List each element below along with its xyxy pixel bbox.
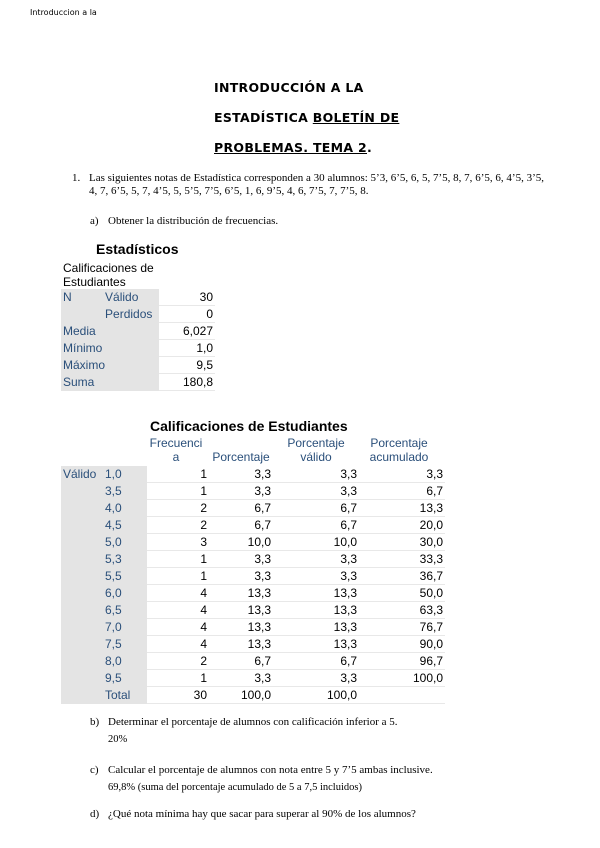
frequency-cell: 4 [147, 602, 209, 619]
title-line-3-underlined: PROBLEMAS. TEMA 2 [214, 140, 367, 155]
title-line-2-underlined: BOLETÍN DE [312, 110, 400, 125]
frequency-cell: 2 [147, 653, 209, 670]
sub-a-letter: a) [90, 215, 99, 227]
cumulative-percent-cell: 63,3 [359, 602, 445, 619]
grade-cell: 4,5 [103, 517, 147, 534]
sub-b-text: Determinar el porcentaje de alumnos con calificación inferior a 5. [108, 716, 398, 728]
grade-cell: 4,0 [103, 500, 147, 517]
valid-percent-cell: 3,3 [273, 483, 359, 500]
cumulative-percent-cell: 33,3 [359, 551, 445, 568]
col-header-cumulative-percent [360, 436, 438, 464]
percent-cell: 13,3 [209, 602, 273, 619]
table-row [61, 551, 445, 568]
frequency-cell: 1 [147, 551, 209, 568]
sub-c-text: Calcular el porcentaje de alumnos con nota entre 5 y 7’5 ambas inclusive. [108, 764, 433, 776]
cumulative-percent-cell: 96,7 [359, 653, 445, 670]
stats-row-sublabel: Válido [105, 289, 159, 306]
title-line-1: INTRODUCCIÓN A LA [214, 80, 364, 95]
frequency-table [61, 466, 445, 704]
table-row [61, 636, 445, 653]
stats-row-label: Media [61, 323, 105, 340]
frequency-cell: 3 [147, 534, 209, 551]
stats-subtitle [63, 261, 154, 289]
stats-row-value: 30 [159, 289, 215, 306]
cumulative-percent-cell: 13,3 [359, 500, 445, 517]
cumulative-percent-cell: 20,0 [359, 517, 445, 534]
grade-cell: 5,0 [103, 534, 147, 551]
col-header-valid-line-1: Porcentaje [287, 436, 345, 450]
table-row [61, 687, 445, 704]
sub-question-d [90, 808, 416, 820]
grade-cell: 6,5 [103, 602, 147, 619]
valid-percent-cell: 13,3 [273, 585, 359, 602]
valid-percent-cell: 10,0 [273, 534, 359, 551]
table-row [61, 483, 445, 500]
col-header-frequency-line-1: Frecuenci [149, 436, 203, 450]
stats-row [61, 289, 215, 306]
stats-row-label [61, 306, 105, 323]
stats-row-label: Máximo [63, 358, 106, 372]
grade-cell: 8,0 [103, 653, 147, 670]
percent-cell: 3,3 [209, 568, 273, 585]
stats-row-sublabel [105, 323, 159, 340]
title-line-2 [214, 110, 399, 125]
grade-cell: 3,5 [103, 483, 147, 500]
stats-row-sublabel [105, 340, 159, 357]
valid-percent-cell: 13,3 [273, 636, 359, 653]
grade-cell: 6,0 [103, 585, 147, 602]
valid-percent-cell: 3,3 [273, 670, 359, 687]
table-row [61, 568, 445, 585]
sub-question-a [90, 215, 278, 227]
title-line-2-plain: ESTADÍSTICA [214, 110, 313, 125]
question-1 [72, 172, 544, 198]
col-header-cumulative-line-2: acumulado [369, 450, 429, 464]
stats-row [61, 323, 215, 340]
stats-row-value: 6,027 [159, 323, 215, 340]
grade-cell: 9,5 [103, 670, 147, 687]
percent-cell: 13,3 [209, 619, 273, 636]
table-row [61, 534, 445, 551]
table-row [61, 602, 445, 619]
table-row [61, 500, 445, 517]
valid-percent-cell: 3,3 [273, 568, 359, 585]
frequency-cell: 2 [147, 517, 209, 534]
stats-subtitle-line-1: Calificaciones de [63, 261, 154, 275]
frequency-cell: 30 [147, 687, 209, 704]
sub-question-b [90, 716, 398, 728]
frequency-cell: 4 [147, 585, 209, 602]
stats-row-sublabel [105, 357, 159, 374]
stats-row [61, 357, 215, 374]
stats-row-value: 0 [159, 306, 215, 323]
question-number: 1. [72, 172, 81, 184]
question-text: Las siguientes notas de Estadística corresponden a 30 alumnos: 5’3, 6’5, 6, 5, 7’5, 8, 7, 6’5, 6, 4’5, 3’5, 4, 7, 6’5, 5, 7, 4’5, 5, 5’5, 7’5, 6’5, 1, 6, 9’5, 4, 6, 7’5, 7, 7’5, 8. [89, 172, 544, 197]
title-line-3-end: . [367, 140, 373, 155]
cumulative-percent-cell: 90,0 [359, 636, 445, 653]
stats-row [61, 374, 215, 391]
frequency-cell: 1 [147, 483, 209, 500]
grade-cell: 7,5 [103, 636, 147, 653]
percent-cell: 3,3 [209, 551, 273, 568]
cumulative-percent-cell: 100,0 [359, 670, 445, 687]
col-header-percent-label: Porcentaje [212, 450, 270, 464]
sub-c-answer: 69,8% (suma del porcentaje acumulado de 5 a 7,5 incluidos) [108, 782, 362, 793]
table-row [61, 517, 445, 534]
table-row [61, 466, 445, 483]
frequency-cell: 1 [147, 466, 209, 483]
stats-row-value: 1,0 [159, 340, 215, 357]
table-row [61, 670, 445, 687]
cumulative-percent-cell: 36,7 [359, 568, 445, 585]
col-header-frequency-line-2: a [172, 450, 180, 464]
title-line-3 [214, 140, 372, 155]
table-row [61, 653, 445, 670]
stats-row-sublabel [105, 374, 159, 391]
cumulative-percent-cell: 3,3 [359, 466, 445, 483]
percent-cell: 3,3 [209, 483, 273, 500]
sub-a-text: Obtener la distribución de frecuencias. [108, 215, 279, 227]
percent-cell: 6,7 [209, 517, 273, 534]
stats-row-label: Suma [61, 374, 105, 391]
grade-cell: 1,0 [103, 466, 147, 483]
percent-cell: 3,3 [209, 670, 273, 687]
sub-d-letter: d) [90, 808, 100, 820]
table-row [61, 619, 445, 636]
frequency-cell: 4 [147, 619, 209, 636]
percent-cell: 10,0 [209, 534, 273, 551]
percent-cell: 3,3 [209, 466, 273, 483]
stats-row-value: 9,5 [159, 357, 215, 374]
frequency-cell: 2 [147, 500, 209, 517]
percent-cell: 6,7 [209, 500, 273, 517]
grade-cell: Total [103, 687, 147, 704]
valid-percent-cell: 6,7 [273, 653, 359, 670]
stats-row [61, 340, 215, 357]
cumulative-percent-cell: 50,0 [359, 585, 445, 602]
col-header-cumulative-line-1: Porcentaje [370, 436, 428, 450]
valid-percent-cell: 100,0 [273, 687, 359, 704]
sub-question-c [90, 764, 433, 776]
sub-b-answer: 20% [108, 734, 128, 745]
row-group-label: Válido [61, 466, 103, 704]
stats-title: Estadísticos [96, 241, 179, 257]
valid-percent-cell: 6,7 [273, 500, 359, 517]
sub-d-text: ¿Qué nota mínima hay que sacar para superar al 90% de los alumnos? [108, 808, 416, 820]
valid-percent-cell: 13,3 [273, 602, 359, 619]
stats-row-label: Mínimo [61, 340, 105, 357]
frequency-cell: 1 [147, 670, 209, 687]
cumulative-percent-cell [359, 687, 445, 704]
stats-table [61, 289, 215, 391]
stats-row-value: 180,8 [159, 374, 215, 391]
sub-c-letter: c) [90, 764, 99, 776]
percent-cell: 6,7 [209, 653, 273, 670]
cumulative-percent-cell: 30,0 [359, 534, 445, 551]
stats-row [61, 306, 215, 323]
stats-row-sublabel: Perdidos [105, 306, 159, 323]
cumulative-percent-cell: 6,7 [359, 483, 445, 500]
sub-b-letter: b) [90, 716, 100, 728]
percent-cell: 13,3 [209, 585, 273, 602]
stats-row-label: N [61, 289, 105, 306]
col-header-valid-line-2: válido [300, 450, 332, 464]
grade-cell: 5,3 [103, 551, 147, 568]
col-header-percent [210, 436, 272, 464]
valid-percent-cell: 3,3 [273, 466, 359, 483]
col-header-valid-percent [276, 436, 356, 464]
valid-percent-cell: 3,3 [273, 551, 359, 568]
freq-table-title: Calificaciones de Estudiantes [150, 418, 348, 434]
grade-cell: 5,5 [103, 568, 147, 585]
running-header: Introduccion a la [30, 8, 97, 17]
valid-percent-cell: 13,3 [273, 619, 359, 636]
percent-cell: 13,3 [209, 636, 273, 653]
valid-percent-cell: 6,7 [273, 517, 359, 534]
table-row [61, 585, 445, 602]
col-header-frequency [148, 436, 204, 464]
frequency-cell: 4 [147, 636, 209, 653]
frequency-cell: 1 [147, 568, 209, 585]
stats-subtitle-line-2: Estudiantes [63, 275, 126, 289]
percent-cell: 100,0 [209, 687, 273, 704]
grade-cell: 7,0 [103, 619, 147, 636]
cumulative-percent-cell: 76,7 [359, 619, 445, 636]
